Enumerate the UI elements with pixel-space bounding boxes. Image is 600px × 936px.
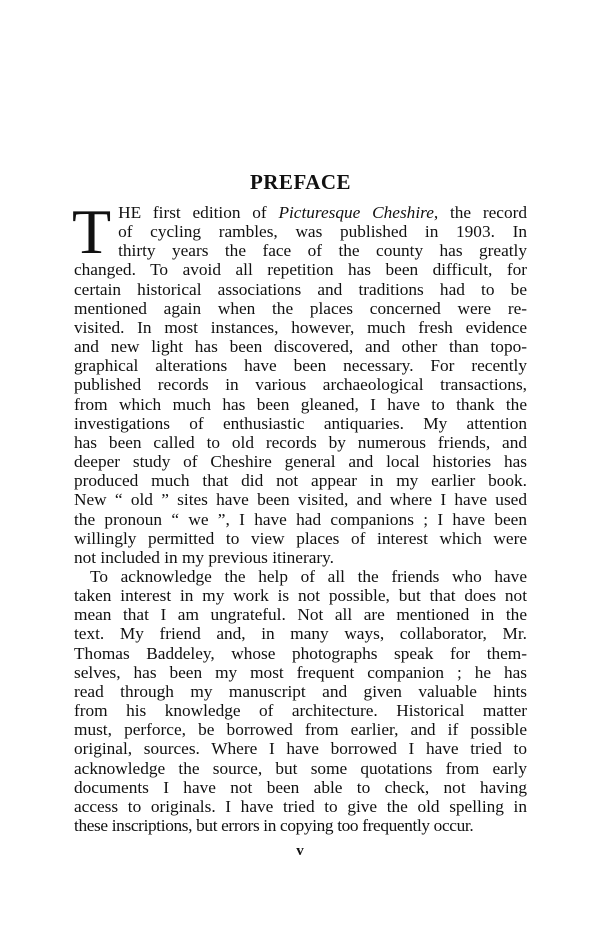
preface-body bbox=[72, 196, 527, 835]
text-line: access to originals. I have tried to give the old spelling in bbox=[74, 796, 527, 816]
text-line: the pronoun “ we ”, I have had companions ; I have been bbox=[74, 509, 527, 529]
text-line: and new light has been discovered, and other than topo- bbox=[74, 337, 527, 357]
page-title: PREFACE bbox=[249, 170, 352, 194]
text-line: has been called to old records by numerous friends, and bbox=[74, 432, 527, 452]
text-line: graphical alterations have been necessary. For recently bbox=[74, 356, 527, 376]
text-line: investigations of enthusiastic antiquaries. My attention bbox=[74, 413, 527, 433]
text-line: thirty years the face of the county has greatly bbox=[118, 241, 527, 261]
book-title: Picturesque Cheshire bbox=[278, 203, 434, 222]
text-line: documents I have not been able to check, not having bbox=[74, 777, 527, 797]
paragraph-1 bbox=[72, 196, 527, 567]
text-line: visited. In most instances, however, much fresh evidence bbox=[74, 317, 527, 337]
text-line: mentioned again when the places concerned were re- bbox=[74, 298, 527, 318]
text-line: New “ old ” sites have been visited, and where I have used bbox=[74, 490, 527, 510]
text-line: To acknowledge the help of all the friends who have bbox=[90, 566, 527, 586]
text-line: acknowledge the source, but some quotations from early bbox=[74, 758, 527, 778]
text-line: selves, has been my most frequent companion ; he has bbox=[74, 662, 527, 682]
text-line: produced much that did not appear in my earlier book. bbox=[74, 471, 527, 491]
drop-cap: T bbox=[72, 196, 112, 267]
text-line: not included in my previous itinerary. bbox=[74, 547, 334, 567]
page-number: v bbox=[296, 843, 304, 859]
text-line: taken interest in my work is not possible, but that does not bbox=[74, 586, 527, 606]
paragraph-2 bbox=[74, 567, 527, 835]
text-line: original, sources. Where I have borrowed I have tried to bbox=[74, 739, 527, 759]
text-line: published records in various archaeological transactions, bbox=[74, 375, 527, 395]
text-line: from which much has been gleaned, I have to thank the bbox=[74, 394, 527, 414]
text-line: of cycling rambles, was published in 1903. In bbox=[118, 222, 527, 242]
text-line: HE first edition of Picturesque Cheshire, the record bbox=[118, 203, 527, 222]
text-line: changed. To avoid all repetition has been difficult, for bbox=[74, 260, 527, 280]
text-line: must, perforce, be borrowed from earlier, and if possible bbox=[74, 720, 527, 740]
text-line: these inscriptions, but errors in copying too frequently occur. bbox=[74, 816, 474, 835]
text-line: read through my manuscript and given valuable hints bbox=[74, 681, 527, 701]
text-line: deeper study of Cheshire general and local histories has bbox=[74, 452, 527, 472]
text-line: willingly permitted to view places of interest which were bbox=[74, 528, 527, 548]
text-line: Thomas Baddeley, whose photographs speak for them- bbox=[74, 643, 527, 663]
text-line: text. My friend and, in many ways, collaborator, Mr. bbox=[74, 624, 527, 644]
text-line: from his knowledge of architecture. Historical matter bbox=[74, 701, 527, 721]
preface-page bbox=[74, 170, 527, 835]
text-line: mean that I am ungrateful. Not all are mentioned in the bbox=[74, 605, 527, 625]
text-line: certain historical associations and traditions had to be bbox=[74, 279, 527, 299]
